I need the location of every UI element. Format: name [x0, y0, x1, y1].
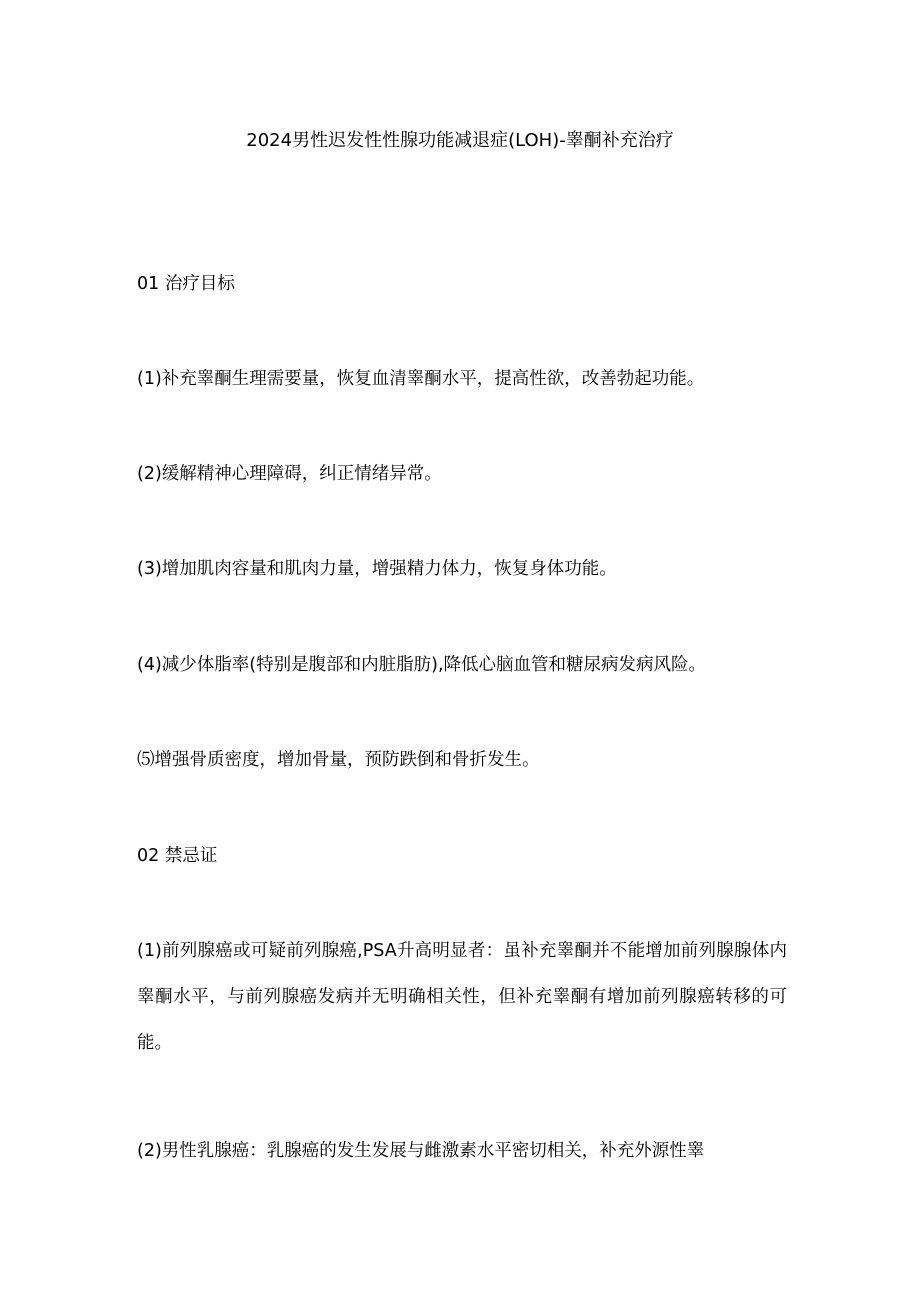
- section-heading-contraindications: 02 禁忌证: [137, 846, 218, 866]
- contraindication-item-1: (1)前列腺癌或可疑前列腺癌,PSA升高明显者：虽补充睾酮并不能增加前列腺腺体内睾酮水平，与前列腺癌发病并无明确相关性，但补充睾酮有增加前列腺癌转移的可能。: [137, 941, 787, 1053]
- goal-item-1: (1)补充睾酮生理需要量，恢复血清睾酮水平，提高性欲，改善勃起功能。: [137, 369, 705, 389]
- goal-item-2: (2)缓解精神心理障碍，纠正情绪异常。: [137, 464, 442, 484]
- section-heading-treatment-goals: 01 治疗目标: [137, 274, 235, 294]
- goal-item-5: ⑸增强骨质密度，增加骨量，预防跌倒和骨折发生。: [137, 750, 540, 770]
- goal-item-4: (4)减少体脂率(特别是腹部和内脏脂肪),降低心脑血管和糖尿病发病风险。: [137, 655, 707, 675]
- document-title: 2024男性迟发性性腺功能减退症(LOH)-睾酮补充治疗: [246, 130, 674, 151]
- goal-item-3: (3)增加肌肉容量和肌肉力量，增强精力体力，恢复身体功能。: [137, 559, 617, 579]
- contraindication-item-2: (2)男性乳腺癌：乳腺癌的发生发展与雌激素水平密切相关，补充外源性睾: [137, 1141, 705, 1161]
